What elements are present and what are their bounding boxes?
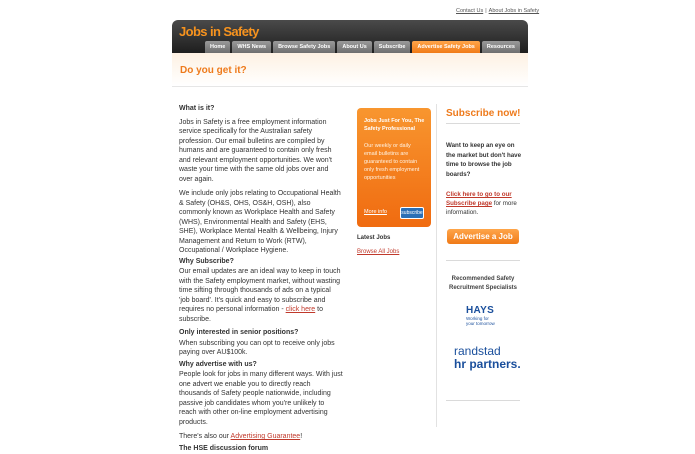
guarantee-pre-text: There's also our <box>179 433 229 440</box>
randstad-logo[interactable] <box>454 345 521 371</box>
what-paragraph-2: We include only jobs relating to Occupational Health & Safety (OH&S, OHS, OS&H, OSH), also commonly known as Workplace Health and Safety (WHS), Environmental Health and Safety (EHS, SHE), Workplace Mental Health & Wellbeing, Injury Management and Return to Work (RTW), Occupational / Workplace Hygiene. <box>179 190 341 254</box>
forum-heading: The HSE discussion forum <box>179 444 269 452</box>
sidebar-divider-mid <box>446 260 520 261</box>
hays-wordmark: HAYS <box>466 305 495 316</box>
why-subscribe-text: Our email updates are an ideal way to keep in touch with the Safety employment market, without wasting time sifting through thousands of ads on a typical 'job board'. It's quick and easy to subscribe and requires no personal information - <box>179 268 341 313</box>
randstad-wordmark: randstad <box>454 344 501 358</box>
nav-about-us[interactable]: About Us <box>337 41 371 53</box>
browse-all-jobs-link[interactable]: Browse All Jobs <box>357 249 400 255</box>
more-info-link[interactable]: More info <box>364 209 387 215</box>
guarantee-paragraph <box>179 432 343 442</box>
subscribe-link-block <box>446 190 522 217</box>
nav-browse-safety-jobs[interactable]: Browse Safety Jobs <box>273 41 335 53</box>
title-bar <box>172 53 528 87</box>
sidebar-divider-bottom <box>446 400 520 401</box>
site-header <box>172 20 528 53</box>
nav-home[interactable]: Home <box>205 41 230 53</box>
main-content <box>179 104 343 454</box>
subscribe-now-heading: Subscribe now! <box>446 108 521 119</box>
nav-resources[interactable]: Resources <box>482 41 520 53</box>
link-separator: | <box>485 8 487 14</box>
hr-partners-wordmark: hr partners. <box>454 357 521 371</box>
hays-tagline-2: your tomorrow <box>466 321 495 326</box>
subscribe-promo-box <box>357 108 431 227</box>
page-title: Do you get it? <box>180 65 247 76</box>
why-advertise-heading: Why advertise with us? <box>179 360 257 368</box>
to-subscribe-text: to subscribe. <box>179 306 323 323</box>
why-advertise-paragraph: People look for jobs in many different ways. With just one advert we enable you to directly reach thousands of Safety people nationwide, including passive job candidates whom you're unlikely to reach with other on-line employment advertising products. <box>179 371 343 426</box>
promo-body: Our weekly or daily email bulletins are guaranteed to contain only fresh employment opportunities <box>364 143 420 181</box>
hays-logo[interactable] <box>466 305 495 326</box>
nav-subscribe[interactable]: Subscribe <box>374 41 411 53</box>
why-subscribe-paragraph <box>179 267 343 324</box>
advertise-a-job-button[interactable]: Advertise a Job <box>447 229 519 244</box>
why-subscribe-heading: Why Subscribe? <box>179 257 234 265</box>
nav-advertise-safety-jobs[interactable]: Advertise Safety Jobs <box>412 41 479 53</box>
about-link[interactable]: About Jobs in Safety <box>488 8 540 14</box>
subscribe-link-post: for more information. <box>446 200 517 216</box>
top-links <box>456 8 539 14</box>
site-logo[interactable]: Jobs in Safety <box>179 24 259 39</box>
senior-heading: Only interested in senior positions? <box>179 329 299 336</box>
promo-subscribe-button[interactable]: subscribe <box>400 207 424 219</box>
guarantee-post-text: ! <box>300 433 303 440</box>
what-heading: What is it? <box>179 105 215 112</box>
subscribe-prompt: Want to keep an eye on the market but don't have time to browse the job boards? <box>446 142 522 178</box>
recommended-recruiters-heading: Recommended Safety Recruitment Specialists <box>448 276 518 291</box>
senior-paragraph: When subscribing you can opt to receive only jobs paying over AU$100k. <box>179 339 335 356</box>
hays-tagline-1: Working for <box>466 316 489 321</box>
latest-jobs-heading: Latest Jobs <box>357 235 391 241</box>
right-sidebar <box>446 108 522 216</box>
advertising-guarantee-link[interactable]: Advertising Guarantee <box>230 433 301 440</box>
subscribe-page-link[interactable]: Click here to go to our Subscribe page <box>446 191 512 207</box>
promo-title: Jobs Just For You, The Safety Professional <box>364 118 425 132</box>
contact-us-link[interactable]: Contact Us <box>456 8 484 14</box>
sidebar-divider-top <box>446 123 520 124</box>
column-divider <box>436 104 437 427</box>
click-here-link[interactable]: click here <box>285 306 316 313</box>
what-paragraph-1: Jobs in Safety is a free employment information service specifically for the Australian safety profession. Our email bulletins are compiled by humans and are guaranteed to contain only fresh and relevant employment opportunities. We won't waste your time with the same old jobs over and over again. <box>179 118 332 183</box>
nav-whs-news[interactable]: WHS News <box>232 41 271 53</box>
main-nav <box>203 41 520 53</box>
